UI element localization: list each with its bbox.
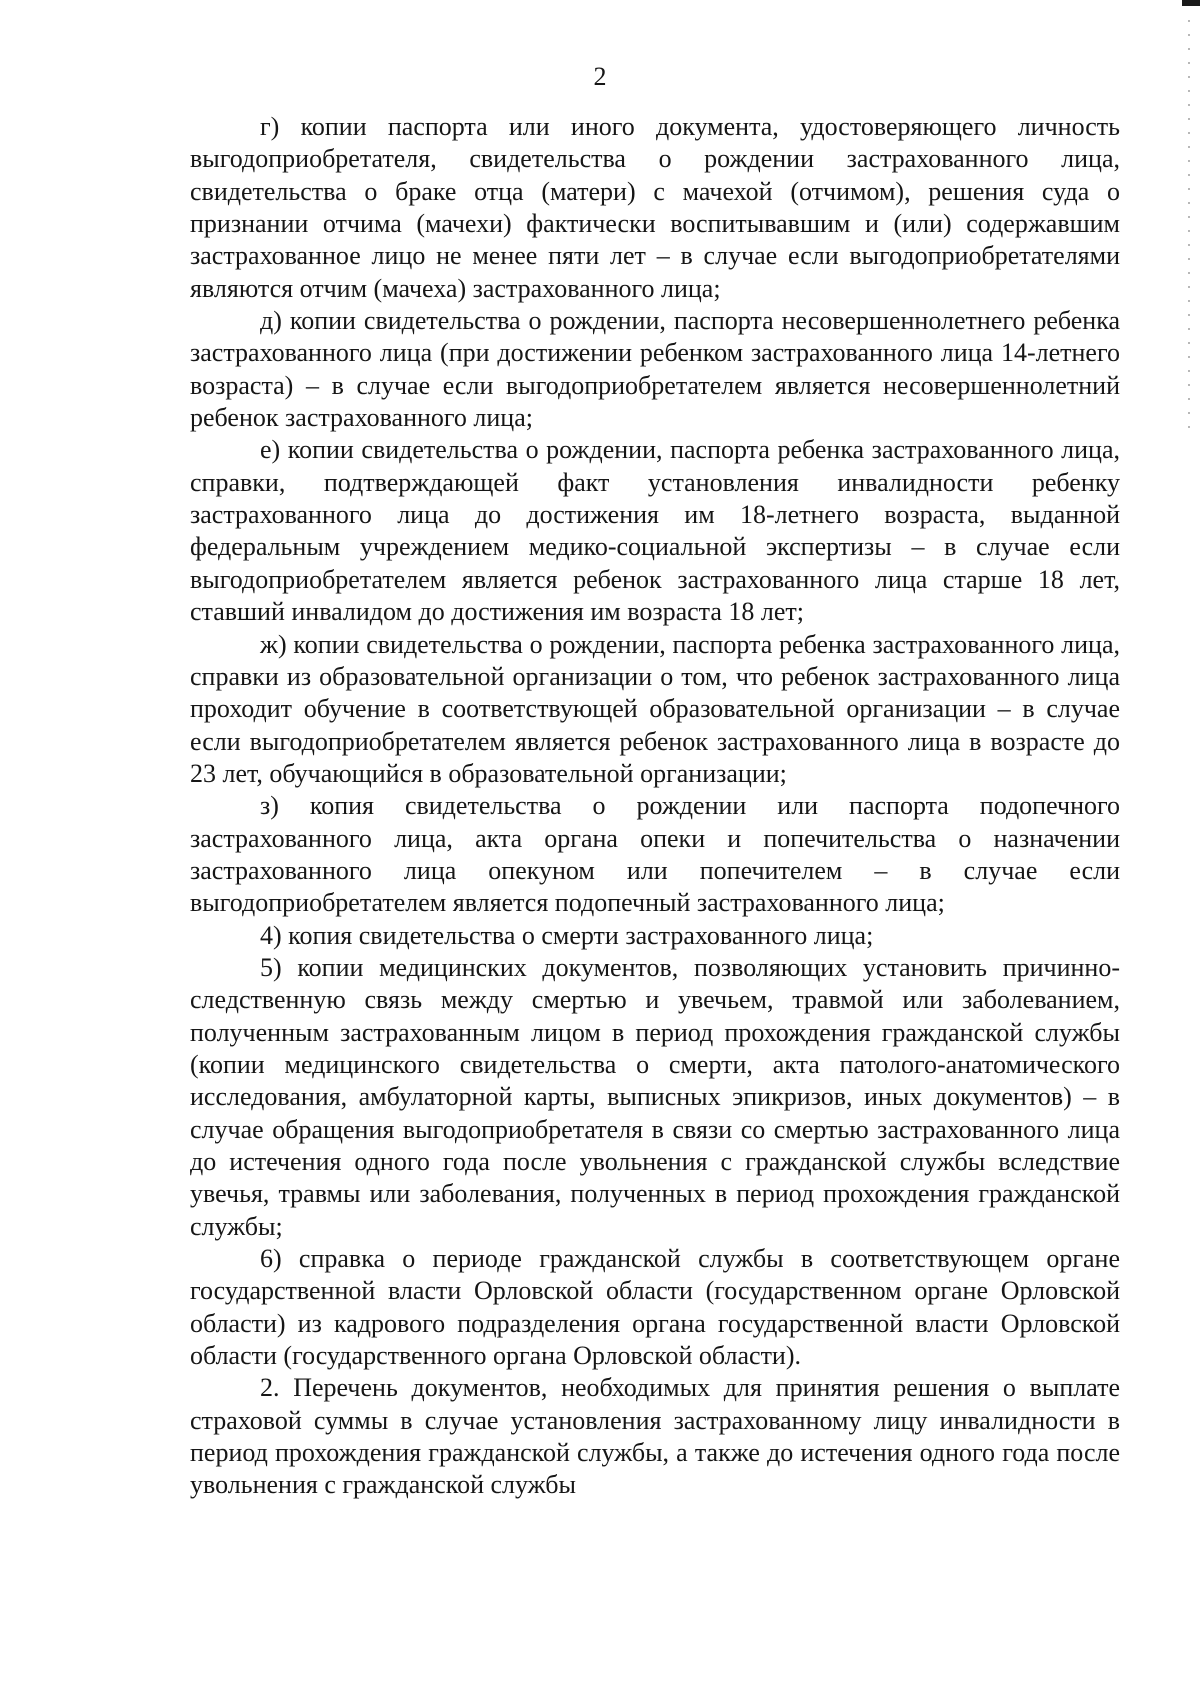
paragraph-6: 6) справка о периоде гражданской службы в соответствующем органе государственной власти Орловской области (государственном органе Орловской области) из кадрового подразделения органа государственной власти Орловской области (государственного органа Орловской области). bbox=[190, 1244, 1120, 1371]
paragraph-z: з) копия свидетельства о рождении или паспорта подопечного застрахованного лица, акта органа опеки и попечительства о назначении застрахованного лица опекуном или попечителем – в случае если выгодоприобретателем является подопечный застрахованного лица; bbox=[190, 791, 1120, 918]
paragraph-item-2: 2. Перечень документов, необходимых для принятия решения о выплате страховой суммы в случае установления застрахованному лицу инвалидности в период прохождения гражданской службы, а также до истечения одного года после увольнения с гражданской службы bbox=[190, 1373, 1120, 1500]
paragraph-d: д) копии свидетельства о рождении, паспорта несовершеннолетнего ребенка застрахованного лица (при достижении ребенком застрахованного лица 14-летнего возраста) – в случае если выгодоприобретателем является несовершеннолетний ребенок застрахованного лица; bbox=[190, 306, 1120, 433]
paragraph-g: г) копии паспорта или иного документа, удостоверяющего личность выгодоприобретателя, свидетельства о рождении застрахованного лица, свидетельства о браке отца (матери) с мачехой (отчимом), решения суда о признании отчима (мачехи) фактически воспитывавшим и (или) содержавшим застрахованное лицо не менее пяти лет – в случае если выгодоприобретателями являются отчим (мачеха) застрахованного лица; bbox=[190, 112, 1120, 303]
paragraph-e: е) копии свидетельства о рождении, паспорта ребенка застрахованного лица, справки, подтверждающей факт установления инвалидности ребенку застрахованного лица до достижения им 18-летнего возраста, выданной федеральным учреждением медико-социальной экспертизы – в случае если выгодоприобретателем является ребенок застрахованного лица старше 18 лет, ставший инвалидом до достижения им возраста 18 лет; bbox=[190, 435, 1120, 627]
paragraph-5: 5) копии медицинских документов, позволяющих установить причинно-следственную связь между смертью и увечьем, травмой или заболеванием, полученным застрахованным лицом в период прохождения гражданской службы (копии медицинского свидетельства о смерти, акта патолого-анатомического исследования, амбулаторной карты, выписных эпикризов, иных документов) – в случае обращения выгодоприобретателя в связи со смертью застрахованного лица до истечения одного года после увольнения с гражданской службы вследствие увечья, травмы или заболевания, полученных в период прохождения гражданской службы; bbox=[190, 952, 1120, 1241]
paragraph-4: 4) копия свидетельства о смерти застрахованного лица; bbox=[260, 920, 874, 950]
document-body bbox=[190, 111, 1120, 1502]
page-number: 2 bbox=[593, 62, 607, 91]
scan-corner-mark bbox=[1182, 0, 1200, 6]
paragraph-zh: ж) копии свидетельства о рождении, паспорта ребенка застрахованного лица, справки из образовательной организации о том, что ребенок застрахованного лица проходит обучение в соответствующей образовательной организации – в случае если выгодоприобретателем является ребенок застрахованного лица в возрасте до 23 лет, обучающийся в образовательной организации; bbox=[190, 629, 1120, 788]
